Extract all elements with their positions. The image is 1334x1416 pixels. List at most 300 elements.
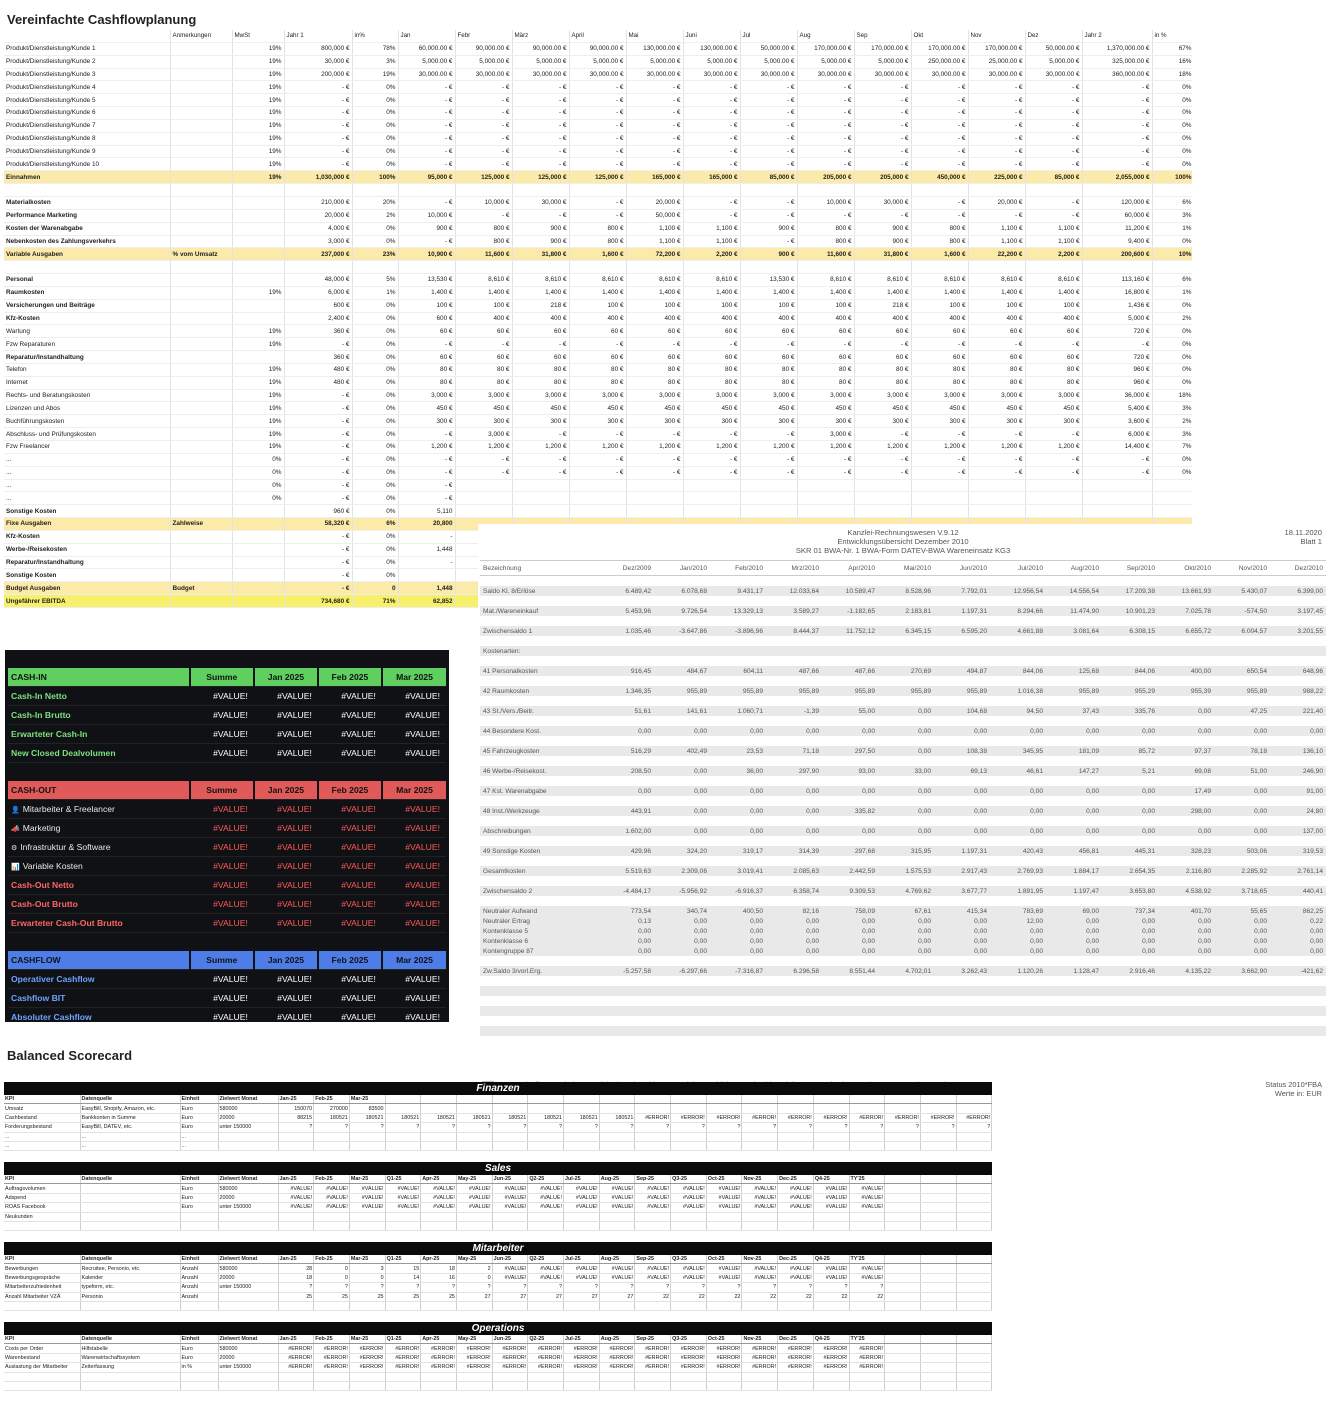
cashflow-cell: 8,610 € xyxy=(455,274,512,287)
cashflow-cell: 400 € xyxy=(512,312,569,325)
cashflow-cell: 78% xyxy=(352,42,398,55)
bwa-cell: 335,82 xyxy=(822,806,878,816)
cashflow-cell: 60 € xyxy=(626,351,683,364)
bwa-cell xyxy=(766,656,822,666)
scorecard-cell xyxy=(885,1104,921,1113)
bwa-cell: 0,00 xyxy=(878,826,934,836)
cashflow-cell: 11,200 € xyxy=(1082,222,1152,235)
cashflow-cell: 80 € xyxy=(398,376,455,389)
bwa-row xyxy=(480,1006,1326,1016)
bwa-cell: 402,49 xyxy=(654,746,710,756)
dashboard-row xyxy=(8,857,446,876)
bwa-cell: 0,00 xyxy=(878,706,934,716)
scorecard-cell: 22 xyxy=(742,1292,778,1301)
bwa-cell xyxy=(1270,596,1326,606)
bwa-cell xyxy=(1270,616,1326,626)
bwa-row xyxy=(480,676,1326,686)
bwa-cell xyxy=(710,986,766,996)
scorecard-kpi-label: Anzahl Mitarbeiter VZÄ xyxy=(4,1292,80,1301)
cashflow-cell: - € xyxy=(284,132,352,145)
bwa-cell xyxy=(1270,1006,1326,1016)
scorecard-cell xyxy=(778,1141,814,1150)
scorecard-header-cell: Dec-25 xyxy=(778,1175,814,1184)
bwa-cell: 208,50 xyxy=(598,766,654,776)
scorecard-header-cell: Mar-25 xyxy=(349,1175,385,1184)
cashflow-cell: 400 € xyxy=(626,312,683,325)
scorecard-header-cell: TY'25 xyxy=(849,1255,885,1264)
cashflow-cell: 2,200 € xyxy=(1025,248,1082,261)
bwa-cell xyxy=(990,596,1046,606)
cashflow-cell: 1,030,000 € xyxy=(284,171,352,184)
scorecard-cell: 16 xyxy=(421,1273,457,1282)
bwa-cell: 400,00 xyxy=(1158,666,1214,676)
bwa-row xyxy=(480,926,1326,936)
scorecard-cell xyxy=(599,1141,635,1150)
scorecard-cell: 27 xyxy=(492,1292,528,1301)
bwa-cell: 0,00 xyxy=(878,806,934,816)
cashflow-row-label: Telefon xyxy=(4,363,170,376)
cashflow-cell xyxy=(1082,261,1152,274)
cashflow-cell: 600 € xyxy=(284,299,352,312)
bwa-cell: 955,39 xyxy=(1158,686,1214,696)
cashflow-cell: - € xyxy=(854,453,911,466)
scorecard-cell: #ERROR! xyxy=(671,1344,707,1353)
bwa-cell: 429,96 xyxy=(598,846,654,856)
cashflow-cell: 734,680 € xyxy=(284,595,352,608)
cashflow-cell: - € xyxy=(455,107,512,120)
cashflow-cell: 300 € xyxy=(512,415,569,428)
scorecard-cell: 22 xyxy=(813,1292,849,1301)
cashflow-cell: 100 € xyxy=(683,299,740,312)
cashflow-cell: 0% xyxy=(352,415,398,428)
bwa-cell: 297,50 xyxy=(822,746,878,756)
bwa-cell: 0,00 xyxy=(598,946,654,956)
scorecard-cell: #VALUE! xyxy=(492,1193,528,1202)
dashboard-row xyxy=(8,706,446,725)
cashflow-cell: 18% xyxy=(1152,389,1192,402)
cashflow-cell: 19% xyxy=(232,68,284,81)
bwa-row-label: Zwischensaldo 2 xyxy=(480,886,598,896)
scorecard-row xyxy=(4,1141,992,1150)
cashflow-cell xyxy=(170,556,232,569)
scorecard-cell: 0 xyxy=(456,1273,492,1282)
cashflow-cell: 1% xyxy=(1152,286,1192,299)
cashflow-row xyxy=(4,505,1192,518)
scorecard-header-cell xyxy=(385,1095,421,1104)
scorecard-cell xyxy=(492,1141,528,1150)
bwa-cell: 6.078,68 xyxy=(654,586,710,596)
bwa-cell xyxy=(766,576,822,587)
cashflow-cell xyxy=(569,492,626,505)
cashflow-cell: 6,000 € xyxy=(284,286,352,299)
scorecard-header-cell: Q4-25 xyxy=(813,1335,849,1344)
bwa-cell: 4.661,88 xyxy=(990,626,1046,636)
bwa-row-label xyxy=(480,596,598,606)
cashflow-header-cell: März xyxy=(512,30,569,42)
bwa-cell: 0,00 xyxy=(822,926,878,936)
scorecard-cell: 27 xyxy=(564,1292,600,1301)
bwa-cell: 69,00 xyxy=(1046,906,1102,916)
section-title: CASH-OUT xyxy=(8,781,190,800)
cashflow-cell: 5,000 € xyxy=(1082,312,1152,325)
cashflow-cell: 20,800 xyxy=(398,518,455,531)
bwa-cell: 0,00 xyxy=(1214,926,1270,936)
cashflow-cell: 8,610 € xyxy=(854,274,911,287)
cashflow-cell: - € xyxy=(569,338,626,351)
cashflow-cell: 19% xyxy=(232,145,284,158)
bwa-column-header: Jan/2010 xyxy=(654,561,710,576)
cashflow-cell: 450 € xyxy=(683,402,740,415)
bwa-cell: 0,00 xyxy=(766,916,822,926)
scorecard-cell xyxy=(813,1212,849,1221)
bwa-cell: 844,06 xyxy=(1102,666,1158,676)
cashflow-cell: - € xyxy=(512,81,569,94)
bwa-cell xyxy=(990,956,1046,966)
bwa-cell xyxy=(1102,836,1158,846)
cashflow-cell: - € xyxy=(968,209,1025,222)
cashflow-cell: 80 € xyxy=(512,376,569,389)
bwa-cell xyxy=(822,596,878,606)
bwa-cell xyxy=(1102,856,1158,866)
cashflow-cell xyxy=(232,248,284,261)
bwa-cell: 503,06 xyxy=(1214,846,1270,856)
bwa-cell xyxy=(654,656,710,666)
bwa-cell: 443,91 xyxy=(598,806,654,816)
scorecard-cell xyxy=(314,1301,350,1310)
cashflow-header-cell: Jul xyxy=(740,30,797,42)
cashflow-cell: 13,530 € xyxy=(740,274,797,287)
category-icon: ⚙ xyxy=(11,845,18,852)
cashflow-cell: 170,000.00 € xyxy=(797,42,854,55)
bwa-row-label: Neutraler Ertrag xyxy=(480,916,598,926)
bwa-column-header: Mai/2010 xyxy=(878,561,934,576)
cashflow-header-cell: Jahr 2 xyxy=(1082,30,1152,42)
bwa-cell xyxy=(822,676,878,686)
bwa-cell xyxy=(822,896,878,906)
cashflow-cell: - € xyxy=(740,107,797,120)
bwa-cell: 5,21 xyxy=(1102,766,1158,776)
cashflow-cell: 3,000 € xyxy=(1025,389,1082,402)
cashflow-cell: 20,000 € xyxy=(626,196,683,209)
cashflow-cell: - € xyxy=(1025,209,1082,222)
scorecard-cell: #ERROR! xyxy=(492,1344,528,1353)
bwa-cell xyxy=(598,776,654,786)
bwa-cell xyxy=(1270,896,1326,906)
bwa-cell xyxy=(766,1026,822,1036)
bwa-cell xyxy=(766,1016,822,1026)
scorecard-cell: #VALUE! xyxy=(742,1184,778,1193)
bwa-cell: 9.309,53 xyxy=(822,886,878,896)
cashflow-row-label: Produkt/Dienstleistung/Kunde 7 xyxy=(4,119,170,132)
scorecard-cell xyxy=(920,1283,956,1292)
scorecard-cell xyxy=(456,1132,492,1141)
bwa-cell: 8.444,37 xyxy=(766,626,822,636)
scorecard-cell: #ERROR! xyxy=(706,1353,742,1362)
bwa-cell: 6.345,15 xyxy=(878,626,934,636)
bwa-cell xyxy=(990,646,1046,656)
cashflow-cell: 60 € xyxy=(455,325,512,338)
scorecard-cell: #ERROR! xyxy=(349,1353,385,1362)
scorecard-row xyxy=(4,1221,992,1230)
bwa-cell xyxy=(654,956,710,966)
cashflow-cell xyxy=(170,299,232,312)
bwa-column-header: Jul/2010 xyxy=(990,561,1046,576)
cashflow-row-label: Produkt/Dienstleistung/Kunde 1 xyxy=(4,42,170,55)
scorecard-cell: 180521 xyxy=(564,1113,600,1122)
cashflow-cell: - € xyxy=(797,209,854,222)
bwa-cell xyxy=(878,976,934,986)
bwa-row-label xyxy=(480,816,598,826)
scorecard-kpi-label xyxy=(4,1221,80,1230)
scorecard-cell: 22 xyxy=(635,1292,671,1301)
scorecard-section-title: Finanzen xyxy=(4,1082,992,1095)
cashflow-cell: - € xyxy=(398,158,455,171)
scorecard-cell xyxy=(599,1372,635,1381)
cashflow-cell: 0% xyxy=(352,543,398,556)
cashflow-cell: 1,400 € xyxy=(854,286,911,299)
cashflow-cell: 113,160 € xyxy=(1082,274,1152,287)
scorecard-kpi-label: Umsatz xyxy=(4,1104,80,1113)
scorecard-cell: ? xyxy=(635,1123,671,1132)
bwa-row-label xyxy=(480,956,598,966)
scorecard-cell: #VALUE! xyxy=(528,1184,564,1193)
section-column-header: Summe xyxy=(190,668,254,687)
scorecard-cell: 580000 xyxy=(218,1344,278,1353)
bwa-cell: 0,00 xyxy=(766,946,822,956)
bwa-cell xyxy=(1214,896,1270,906)
dashboard-row xyxy=(8,838,446,857)
dashboard-value: #VALUE! xyxy=(254,876,318,895)
cashflow-cell: 6% xyxy=(1152,196,1192,209)
dashboard-row xyxy=(8,819,446,838)
cashflow-row xyxy=(4,171,1192,184)
bwa-cell xyxy=(1214,796,1270,806)
scorecard-cell xyxy=(314,1141,350,1150)
scorecard-cell: #VALUE! xyxy=(778,1264,814,1273)
cashflow-cell: - € xyxy=(569,453,626,466)
cashflow-cell: 0% xyxy=(1152,376,1192,389)
cashflow-cell: - € xyxy=(797,338,854,351)
bwa-cell: 0,00 xyxy=(1102,926,1158,936)
cashflow-cell: 300 € xyxy=(683,415,740,428)
scorecard-cell: #VALUE! xyxy=(492,1273,528,1282)
cashflow-cell: - € xyxy=(626,119,683,132)
bwa-report xyxy=(478,524,1328,1104)
bwa-cell xyxy=(1158,896,1214,906)
cashflow-cell: 1,400 € xyxy=(455,286,512,299)
bwa-cell: 650,54 xyxy=(1214,666,1270,676)
cashflow-cell: 20,000 € xyxy=(284,209,352,222)
scorecard-cell: 25 xyxy=(385,1292,421,1301)
bwa-cell: 0,00 xyxy=(1270,726,1326,736)
cashflow-cell: - € xyxy=(1025,338,1082,351)
cashflow-cell: 10,000 € xyxy=(455,196,512,209)
bwa-cell: 0,00 xyxy=(878,916,934,926)
cashflow-cell: 205,000 € xyxy=(854,171,911,184)
scorecard-cell xyxy=(349,1221,385,1230)
scorecard-cell: ? xyxy=(635,1283,671,1292)
bwa-cell xyxy=(1102,956,1158,966)
cashflow-cell: 19% xyxy=(232,389,284,402)
scorecard-cell: ? xyxy=(385,1283,421,1292)
cashflow-cell xyxy=(968,505,1025,518)
bwa-cell: 2.183,81 xyxy=(878,606,934,616)
bwa-cell xyxy=(710,996,766,1006)
bwa-cell: 604,11 xyxy=(710,666,766,676)
scorecard-cell: #ERROR! xyxy=(778,1113,814,1122)
scorecard-cell xyxy=(956,1301,992,1310)
bwa-cell xyxy=(1214,956,1270,966)
bwa-cell xyxy=(598,1026,654,1036)
bwa-cell xyxy=(822,736,878,746)
section-column-header: Feb 2025 xyxy=(318,951,382,970)
bwa-cell: 0,00 xyxy=(1046,786,1102,796)
cashflow-cell: 5,000.00 € xyxy=(683,55,740,68)
cashflow-cell: - € xyxy=(284,466,352,479)
scorecard-cell xyxy=(813,1141,849,1150)
cashflow-cell xyxy=(398,184,455,197)
cashflow-cell xyxy=(569,505,626,518)
bwa-cell: 2.769,93 xyxy=(990,866,1046,876)
scorecard-cell xyxy=(385,1221,421,1230)
scorecard-cell xyxy=(885,1221,921,1230)
cashflow-cell: - € xyxy=(968,466,1025,479)
scorecard-header-cell: TY'25 xyxy=(849,1175,885,1184)
bwa-cell xyxy=(1158,696,1214,706)
cashflow-cell: - € xyxy=(284,569,352,582)
bwa-cell xyxy=(1046,816,1102,826)
cashflow-cell xyxy=(170,351,232,364)
scorecard-cell: #VALUE! xyxy=(813,1273,849,1282)
cashflow-cell xyxy=(170,145,232,158)
cashflow-cell: 3,000 € xyxy=(911,389,968,402)
bwa-cell xyxy=(878,836,934,846)
bwa-cell xyxy=(1158,856,1214,866)
scorecard-cell xyxy=(635,1132,671,1141)
bwa-cell xyxy=(1270,576,1326,587)
scorecard-cell xyxy=(956,1141,992,1150)
scorecard-cell: #ERROR! xyxy=(635,1344,671,1353)
cashflow-cell: - € xyxy=(683,428,740,441)
cashflow-cell xyxy=(170,119,232,132)
bwa-row xyxy=(480,596,1326,606)
cashflow-cell xyxy=(512,184,569,197)
bwa-cell xyxy=(822,986,878,996)
bwa-cell xyxy=(934,1006,990,1016)
bwa-cell xyxy=(766,756,822,766)
cashflow-cell xyxy=(1025,492,1082,505)
cashflow-row-label: Produkt/Dienstleistung/Kunde 6 xyxy=(4,107,170,120)
bwa-cell: 297,68 xyxy=(822,846,878,856)
cashflow-cell: 0% xyxy=(352,363,398,376)
cashflow-cell: 1% xyxy=(352,286,398,299)
cashflow-cell: 4,000 € xyxy=(284,222,352,235)
bwa-row-label: 47 Kst. Warenabgabe xyxy=(480,786,598,796)
bwa-cell xyxy=(1214,616,1270,626)
scorecard-cell: 27 xyxy=(599,1292,635,1301)
scorecard-cell: #VALUE! xyxy=(706,1193,742,1202)
bwa-cell xyxy=(766,736,822,746)
bwa-cell xyxy=(1046,1026,1102,1036)
scorecard-header-cell: Feb-25 xyxy=(314,1175,350,1184)
bwa-cell: 0,00 xyxy=(1158,926,1214,936)
dashboard-row-text: Absoluter Cashflow xyxy=(11,1012,92,1022)
scorecard-header-cell: Zielwert Monat xyxy=(218,1335,278,1344)
bwa-column-header: Sep/2010 xyxy=(1102,561,1158,576)
scorecard-cell: #VALUE! xyxy=(813,1264,849,1273)
bwa-cell: 0,00 xyxy=(598,936,654,946)
cashflow-cell xyxy=(232,351,284,364)
cashflow-cell xyxy=(968,479,1025,492)
bwa-cell xyxy=(654,636,710,646)
cashflow-row xyxy=(4,376,1192,389)
bwa-cell: 14.556,54 xyxy=(1046,586,1102,596)
bwa-cell xyxy=(934,716,990,726)
cashflow-cell: 3% xyxy=(1152,402,1192,415)
cashflow-cell: 80 € xyxy=(683,363,740,376)
scorecard-cell: #VALUE! xyxy=(635,1273,671,1282)
scorecard-cell xyxy=(385,1301,421,1310)
cashflow-cell: - € xyxy=(740,338,797,351)
bwa-cell xyxy=(1158,796,1214,806)
cashflow-cell: - € xyxy=(1082,145,1152,158)
cashflow-cell: 3% xyxy=(352,55,398,68)
cashflow-cell: 80 € xyxy=(569,363,626,376)
cashflow-cell: 8,610 € xyxy=(569,274,626,287)
cashflow-cell xyxy=(232,556,284,569)
bwa-cell xyxy=(878,596,934,606)
bwa-cell xyxy=(1214,1026,1270,1036)
cashflow-cell: - € xyxy=(512,94,569,107)
scorecard-cell xyxy=(599,1104,635,1113)
cashflow-cell: - € xyxy=(854,107,911,120)
bwa-cell xyxy=(878,776,934,786)
bwa-cell xyxy=(822,576,878,587)
scorecard-header-cell xyxy=(492,1095,528,1104)
cashflow-cell: - € xyxy=(740,94,797,107)
scorecard-header-cell: Datenquelle xyxy=(80,1175,180,1184)
dashboard-value: #VALUE! xyxy=(382,706,446,725)
cashflow-cell: - € xyxy=(284,402,352,415)
cashflow-row-label: Wartung xyxy=(4,325,170,338)
scorecard-header-cell: Mar-25 xyxy=(349,1255,385,1264)
cashflow-cell: - € xyxy=(626,145,683,158)
bwa-cell xyxy=(710,1006,766,1016)
cashflow-cell xyxy=(512,492,569,505)
bwa-cell: 0,00 xyxy=(766,726,822,736)
bwa-cell: 0,00 xyxy=(766,926,822,936)
cashflow-row-label: Produkt/Dienstleistung/Kunde 5 xyxy=(4,94,170,107)
cashflow-cell: 0% xyxy=(232,492,284,505)
scorecard-section-finanzen xyxy=(4,1082,992,1151)
bwa-cell: -1,39 xyxy=(766,706,822,716)
bwa-cell: 0,00 xyxy=(878,926,934,936)
cashflow-cell: - € xyxy=(455,158,512,171)
cashflow-cell: 0% xyxy=(352,222,398,235)
bwa-cell: 3.081,64 xyxy=(1046,626,1102,636)
scorecard-cell: 18 xyxy=(278,1273,314,1282)
bwa-cell xyxy=(1158,646,1214,656)
cashflow-cell: - € xyxy=(683,107,740,120)
bwa-cell xyxy=(1270,986,1326,996)
bwa-cell xyxy=(1158,616,1214,626)
cashflow-cell: 19% xyxy=(232,325,284,338)
bwa-cell xyxy=(710,576,766,587)
cashflow-cell xyxy=(170,441,232,454)
cashflow-row-label: Einnahmen xyxy=(4,171,170,184)
bwa-cell: 0,00 xyxy=(710,946,766,956)
scorecard-cell: #ERROR! xyxy=(599,1363,635,1372)
